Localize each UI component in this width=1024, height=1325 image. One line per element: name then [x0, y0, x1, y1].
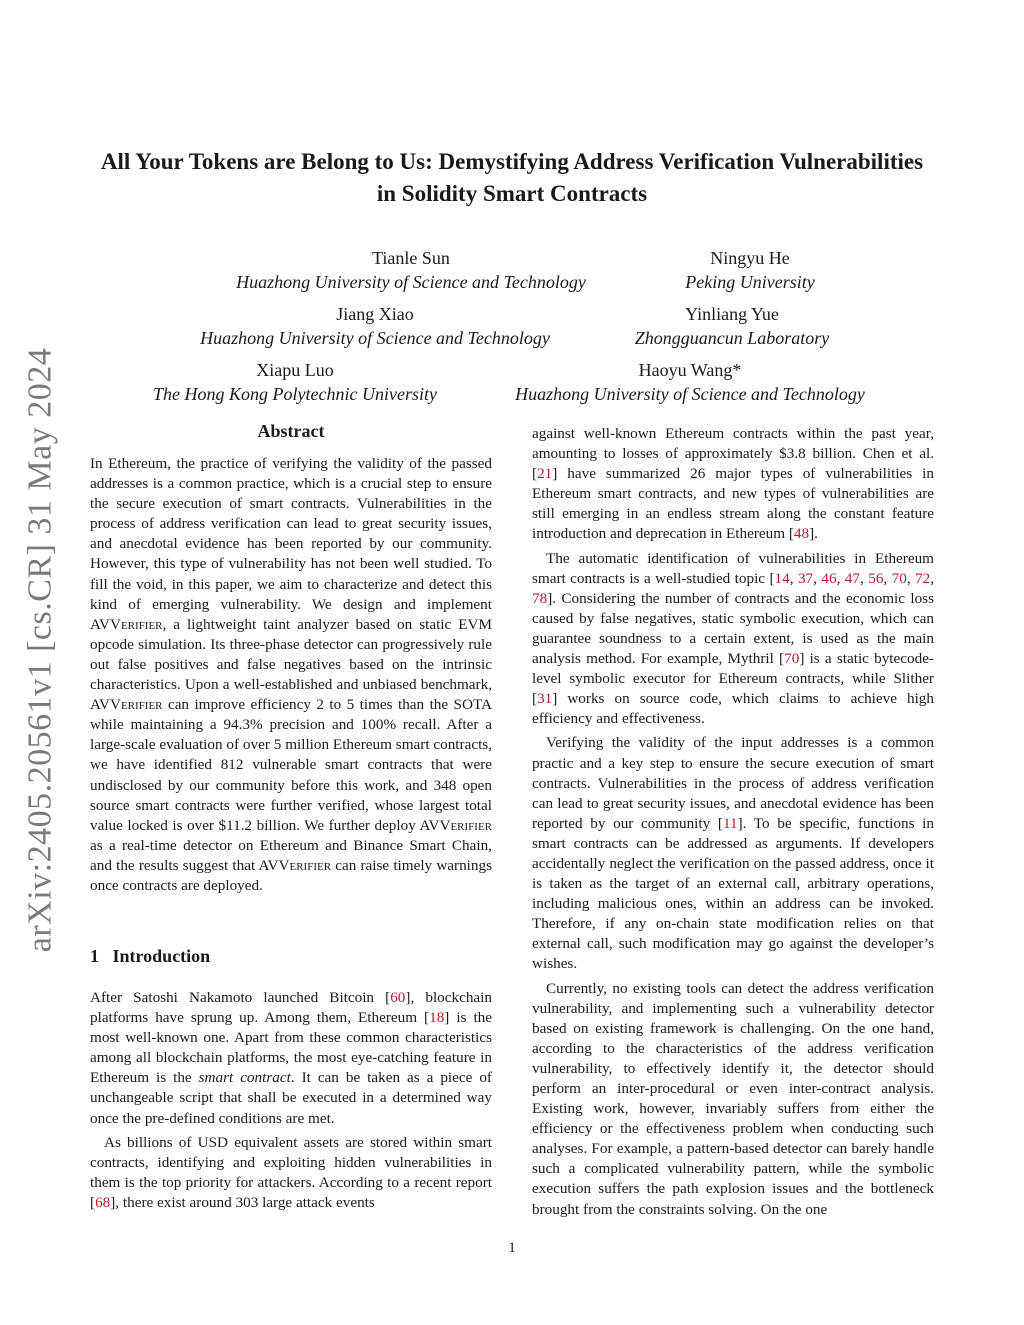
arxiv-sidebar — [10, 347, 70, 953]
citation-link[interactable]: 11 — [722, 814, 738, 832]
author-block — [130, 358, 460, 406]
intro-left-column — [90, 988, 492, 1213]
author-affiliation: Peking University — [685, 272, 815, 292]
tool-name: AVVerifier — [90, 696, 163, 714]
body-paragraph: against well-known Ethereum contracts within the past year, amounting to losses of approximately $3.8 billion. Chen et al. [21] have summarized 26 major types of vulnerabilities in Ethereum smart contracts, and new types of vulnerabilities are still emerging in an endless stream along the constant feature introduction and deprecation in Ethereum [48]. — [532, 425, 934, 543]
author-name: Yinliang Yue — [685, 304, 779, 324]
tool-name: AVVerifier — [90, 615, 163, 633]
abstract-body — [90, 454, 492, 896]
citation-link[interactable]: 31 — [537, 690, 553, 708]
author-affiliation: Zhongguancun Laboratory — [634, 328, 830, 348]
citation-link[interactable]: 78 — [532, 589, 548, 607]
citation-link[interactable]: 47 — [844, 569, 860, 587]
intro-paragraph: As billions of USD equivalent assets are stored within smart contracts, identifying and exploiting hidden vulnerabilities in them is the top priority for attackers. According to a recent report [68], there exist around 303 large attack events — [90, 1133, 492, 1211]
author-name: Tianle Sun — [372, 248, 450, 268]
author-name: Haoyu Wang* — [638, 360, 742, 380]
author-block — [640, 246, 860, 294]
citation-link[interactable]: 18 — [429, 1009, 445, 1027]
paper-title — [60, 146, 964, 210]
author-block — [490, 358, 890, 406]
author-name: Ningyu He — [710, 248, 790, 268]
citation-link[interactable]: 70 — [891, 569, 907, 587]
body-paragraph: The automatic identification of vulnerabilities in Ethereum smart contracts is a well-studied topic [14, 37, 46, 47, 56, 70, 72, 78]. Considering the number of contracts and the economic loss caused by false negatives, static symbolic execution, which can guarantee soundness to a certain extent, is used as the main analysis method. For example, Mythril [70] is a static bytecode-level symbolic executor for Ethereum contracts, while Slither [31] works on source code, which claims to achieve high efficiency and effectiveness. — [532, 549, 935, 728]
abstract-heading: Abstract — [257, 421, 325, 441]
body-paragraph: Verifying the validity of the input addresses is a common practic and a key step to ensure the secure execution of smart contracts. Vulnerabilities in the process of address verification can lead to great security issues, and anecdotal evidence has been reported by our community [11]. To be specific, functions in smart contracts can be addressed as arguments. If developers accidentally neglect the verification on the passed address, once it is taken as the target of an external call, arbitrary operations, including malicious ones, within an address can be invoked. Therefore, if any on-chain state modification relies on that external call, such modification may go against the developer’s wishes. — [532, 734, 934, 973]
title-line-1: All Your Tokens are Belong to Us: Demystifying Address Verification Vulnerabilities — [100, 149, 924, 174]
author-block — [176, 302, 574, 350]
author-name: Xiapu Luo — [256, 360, 334, 380]
right-column — [532, 424, 934, 1220]
citation-link[interactable]: 46 — [821, 569, 837, 587]
author-affiliation: The Hong Kong Polytechnic University — [153, 384, 437, 404]
citation-link[interactable]: 72 — [915, 569, 931, 587]
author-block — [212, 246, 610, 294]
citation-link[interactable]: 68 — [95, 1193, 111, 1211]
section-number: 1 — [90, 946, 99, 966]
intro-paragraph: After Satoshi Nakamoto launched Bitcoin [60], blockchain platforms have sprung up. Among them, Ethereum [18] is the most well-known one. Apart from these common characteristics among all blockchain platforms, the most eye-catching feature in Ethereum is the smart contract. It can be taken as a piece of unchangeable script that shall be executed in a determined way once the pre-defined conditions are met. — [90, 989, 492, 1127]
tool-name: AVVerifier — [258, 856, 332, 874]
author-affiliation: Huazhong University of Science and Technology — [236, 272, 586, 292]
section-heading — [90, 946, 210, 967]
citation-link[interactable]: 60 — [390, 989, 406, 1006]
abstract-paragraph: In Ethereum, the practice of verifying the validity of the passed addresses is a common practice, which is a crucial step to ensure the secure execution of smart contracts. Vulnerabilities in the process of address verification can lead to great security issues, and anecdotal evidence has been reported by our community. However, this type of vulnerability has not been well studied. To fill the void, in this paper, we aim to characterize and detect this kind of emerging vulnerability. We design and implement AVVerifier, a lightweight taint analyzer based on static EVM opcode simulation. Its three-phase detector can progressively rule out false positives and false negatives based on the intrinsic characteristics. Upon a well-established and unbiased benchmark, AVVerifier can improve efficiency 2 to 5 times than the SOTA while maintaining a 94.3% precision and 100% recall. After a large-scale evaluation of over 5 million Ethereum smart contracts, we have identified 812 vulnerable smart contracts that were undisclosed by our community before this work, and 348 open source smart contracts were further verified, whose largest total value locked is over $11.2 billion. We further deploy AVVerifier as a real-time detector on Ethereum and Binance Smart Chain, and the results suggest that AVVerifier can raise timely warnings once contracts are deployed. — [90, 455, 492, 894]
citation-link[interactable]: 56 — [868, 569, 884, 587]
arxiv-identifier: arXiv:2405.20561v1 [cs.CR] 31 May 2024 — [21, 347, 59, 953]
citation-link[interactable]: 21 — [537, 465, 553, 483]
citation-link[interactable]: 70 — [784, 650, 800, 668]
page-number: 1 — [508, 1240, 516, 1256]
author-affiliation: Huazhong University of Science and Technology — [515, 384, 865, 404]
section-title: Introduction — [112, 946, 211, 966]
title-line-2: in Solidity Smart Contracts — [376, 181, 648, 206]
author-affiliation: Huazhong University of Science and Technology — [200, 328, 550, 348]
body-paragraph: Currently, no existing tools can detect the address verification vulnerability, and implementing such a vulnerability detector based on existing framework is challenging. On the one hand, according to the characteristics of the address verification vulnerability, to effectively identify it, the detector should perform an inter-procedural or even inter-contract analysis. Existing work, however, invariably suffers from either the efficiency or the effectiveness problem when conducting such analyses. For example, a pattern-based detector can barely handle such a complicated vulnerability pattern, while the symbolic execution suffers the path explosion issues and the bottleneck brought from the constraints solving. On the one — [532, 979, 934, 1218]
author-block — [614, 302, 850, 350]
author-name: Jiang Xiao — [336, 304, 414, 324]
tool-name: AVVerifier — [419, 816, 492, 834]
citation-link[interactable]: 48 — [793, 525, 810, 543]
citation-link[interactable]: 14 — [774, 569, 790, 587]
citation-link[interactable]: 37 — [797, 569, 814, 587]
